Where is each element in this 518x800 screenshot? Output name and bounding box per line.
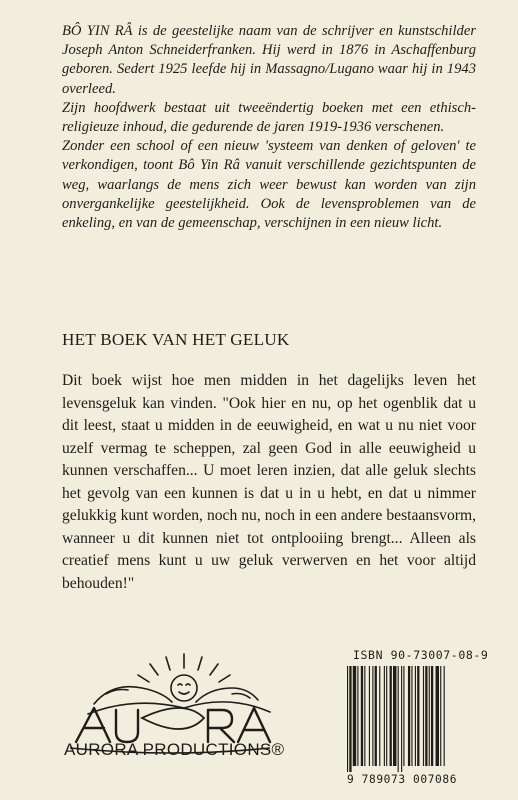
barcode-bar xyxy=(408,666,410,766)
barcode-bar xyxy=(375,666,377,766)
barcode-bar xyxy=(398,666,399,772)
barcode-bar xyxy=(393,666,396,766)
barcode-bar xyxy=(369,666,370,766)
barcode-bar xyxy=(347,666,348,772)
barcode-bar xyxy=(423,666,424,766)
barcode-bar xyxy=(403,666,404,766)
barcode-bar xyxy=(364,666,365,766)
barcode-bar xyxy=(390,666,392,766)
barcode-bar xyxy=(431,666,433,766)
barcode-bar xyxy=(401,666,402,772)
barcode-bar xyxy=(411,666,412,766)
bio-paragraph: BÔ YIN RÂ is de geestelijke naam van de schrijver en kunstschilder Joseph Anton Schneiderfranken. Hij werd in 1876 in Aschaffenburg geboren. Sedert 1925 leefde hij in Massagno/Lugano waar hij in 1943 overleed. xyxy=(62,23,476,97)
author-biography xyxy=(62,22,476,233)
isbn-label: ISBN 90-73007-08-9 xyxy=(353,648,489,662)
book-description: Dit boek wijst hoe men midden in het dagelijks leven het levensgeluk kan vinden. "Ook hier en nu, op het ogenblik dat u dit leest, staat u midden in de eeuwigheid, en wat u nu niet voor uzelf vermag te scheppen, zal geen God in alle eeuwigheid u kunnen verschaffen... U moet leren inzien, dat alle geluk slechts het gevolg van een kunnen is dat u in u hebt, en dat u nimmer gelukkig kunt worden, noch nu, noch in een andere bestaansvorm, wanneer u dit kunnen niet tot ontplooiing brengt... Alleen als creatief mens kunt u uw geluk verwerven en het voor altijd behouden!" xyxy=(62,372,476,592)
barcode-bar xyxy=(372,666,373,766)
barcode-bar xyxy=(436,666,439,766)
publisher-name: AURORA PRODUCTIONS® xyxy=(64,740,285,759)
barcode-bar xyxy=(361,666,363,766)
ean-number: 9 789073 007086 xyxy=(347,773,458,786)
bio-paragraph: Zonder een school of een nieuw 'systeem van denken of geloven' te verkondigen, toont Bô Yin Râ vanuit verschillende gezichtspunten de weg, waarlangs de mens zich weer bewust kan worden van zijn onvergankelijke geestelijkheid. Ook de levensproblemen van de enkeling, en van de gemeenschap, verschijnen in een nieuw licht. xyxy=(62,138,476,232)
barcode-bar xyxy=(417,666,419,766)
barcode-bar xyxy=(384,666,385,766)
barcode-bar xyxy=(415,666,416,766)
barcode-bar xyxy=(353,666,356,766)
barcode-bar xyxy=(349,666,351,772)
book-title: HET BOEK VAN HET GELUK xyxy=(62,330,290,349)
barcode-bar xyxy=(357,666,358,766)
barcode-image xyxy=(345,666,475,772)
barcode-bar xyxy=(444,666,445,766)
barcode-bar xyxy=(379,666,380,766)
barcode-bar xyxy=(429,666,430,766)
barcode-bar xyxy=(440,666,441,766)
bio-paragraph: Zijn hoofdwerk bestaat uit tweeëndertig boeken met een ethisch-religieuze inhoud, die gedurende de jaren 1919-1936 verschenen. xyxy=(62,99,476,136)
barcode-bar xyxy=(386,666,387,766)
barcode-bar xyxy=(425,666,427,766)
